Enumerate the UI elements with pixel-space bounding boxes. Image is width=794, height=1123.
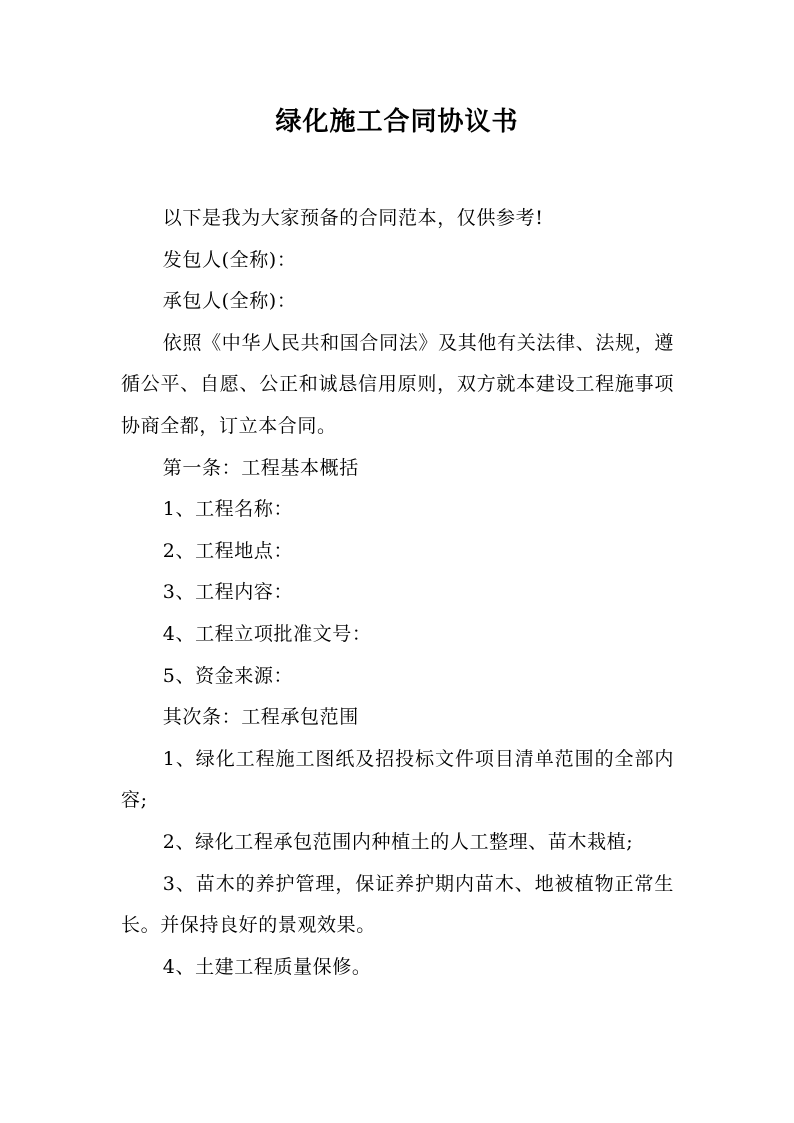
paragraph-article-2-heading: 其次条：工程承包范围 xyxy=(162,706,359,729)
paragraph-legal-basis: 依照《中华人民共和国合同法》及其他有关法律、法规，遵循公平、自愿、公正和诚恳信用原则，双方就本建设工程施事项协商全都，订立本合同。 xyxy=(121,331,674,437)
paragraph-scope-item-2: 2、绿化工程承包范围内种植土的人工整理、苗木栽植; xyxy=(162,830,634,853)
paragraph-article-1-heading: 第一条：工程基本概括 xyxy=(162,456,359,479)
paragraph-project-content: 3、工程内容： xyxy=(162,581,294,604)
document-body xyxy=(121,198,674,988)
paragraph-employer: 发包人(全称)： xyxy=(162,248,297,271)
paragraph-funding-source: 5、资金来源： xyxy=(162,664,294,687)
document-title: 绿化施工合同协议书 xyxy=(275,107,519,137)
paragraph-intro: 以下是我为大家预备的合同范本，仅供参考! xyxy=(162,207,544,229)
paragraph-project-name: 1、工程名称： xyxy=(162,498,294,521)
paragraph-scope-item-4: 4、土建工程质量保修。 xyxy=(162,955,372,978)
paragraph-approval-number: 4、工程立项批准文号： xyxy=(162,622,372,645)
paragraph-scope-item-3: 3、苗木的养护管理，保证养护期内苗木、地被植物正常生长。并保持良好的景观效果。 xyxy=(121,872,674,937)
paragraph-scope-item-1: 1、绿化工程施工图纸及招投标文件项目清单范围的全部内容; xyxy=(121,747,674,812)
paragraph-project-location: 2、工程地点： xyxy=(162,539,294,562)
paragraph-contractor: 承包人(全称)： xyxy=(162,290,297,313)
